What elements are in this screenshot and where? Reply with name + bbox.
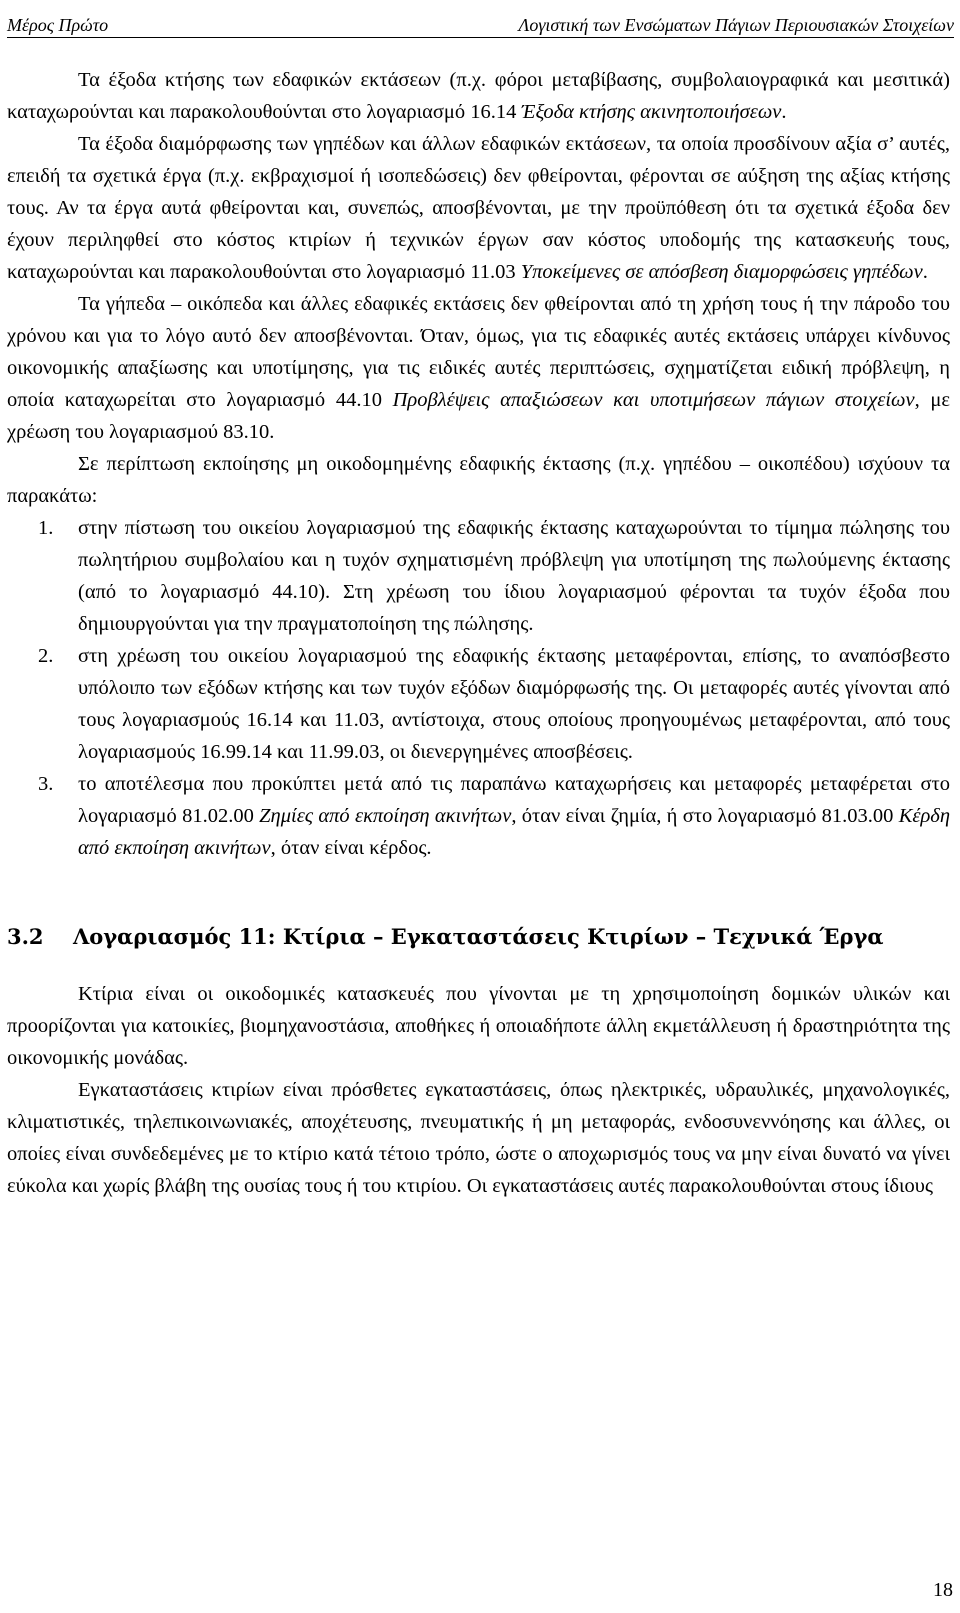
document-body (7, 64, 950, 1202)
list-item-number: 3. (38, 773, 54, 795)
list-item (7, 640, 950, 768)
header-part-title: Μέρος Πρώτο (7, 15, 109, 35)
section-number: 3.2 (7, 924, 44, 949)
paragraph: Τα έξοδα διαμόρφωσης των γηπέδων και άλλων εδαφικών εκτάσεων, τα οποία προσδίνουν αξία σ’ αυτές, επειδή τα σχετικά έργα (π.χ. εκβραχισμοί ή ισοπεδώσεις) δεν φθείρονται, φέρονται σε αύξηση της αξίας κτήσης τους. Αν τα έργα αυτά φθείρονται και, συνεπώς, αποσβένονται, με την προϋπόθεση ότι τα σχετικά έξοδα δεν έχουν περιληφθεί στο κόστος κτιρίων ή τεχνικών έργων σαν κόστος υποδομής της κατασκευής τους, καταχωρούνται και παρακολουθούνται στο λογαριασμό 11.03 Υποκείμενες σε απόσβεση διαμορφώσεις γηπέδων. (7, 133, 950, 283)
header-chapter-title: Λογιστική των Ενσώματων Πάγιων Περιουσιακών Στοιχείων (518, 15, 954, 35)
list-item (7, 512, 950, 640)
section-title: Λογαριασμός 11: Κτίρια – Εγκαταστάσεις Κτιρίων – Τεχνικά Έργα (73, 924, 884, 949)
paragraph: Εγκαταστάσεις κτιρίων είναι πρόσθετες εγκαταστάσεις, όπως ηλεκτρικές, υδραυλικές, μηχανολογικές, κλιματιστικές, τηλεπικοινωνιακές, αποχέτευσης, πνευματικής ή μη μεταφοράς, ενδοσυνεννόησης και άλλες, οι οποίες είναι συνδεδεμένες με το κτίριο κατά τέτοιο τρόπο, ώστε ο αποχωρισμός τους να μην είναι δυνατό να γίνει εύκολα και χωρίς βλάβη της ουσίας τους ή του κτιρίου. Οι εγκαταστάσεις αυτές παρακολουθούνται στους ίδιους (7, 1079, 950, 1197)
paragraph: Σε περίπτωση εκποίησης μη οικοδομημένης εδαφικής έκτασης (π.χ. γηπέδου – οικοπέδου) ισχύουν τα παρακάτω: (7, 453, 950, 507)
list-item-number: 1. (38, 517, 54, 539)
page-header (7, 14, 954, 38)
list-item-text: στην πίστωση του οικείου λογαριασμού της εδαφικής έκτασης καταχωρούνται το τίμημα πώλησης του πωλητήριου συμβολαίου και η τυχόν σχηματισμένη πρόβλεψη για υποτίμηση της πωλούμενης έκτασης (από το λογαριασμό 44.10). Στη χρέωση του ίδιου λογαριασμού φέρονται τα τυχόν έξοδα που δημιουργούνται για την πραγματοποίηση της πώλησης. (78, 517, 950, 635)
list-item-text: το αποτέλεσμα που προκύπτει μετά από τις παραπάνω καταχωρήσεις και μεταφορές μεταφέρεται στο λογαριασμό 81.02.00 Ζημίες από εκποίηση ακινήτων, όταν είναι ζημία, ή στο λογαριασμό 81.03.00 Κέρδη από εκποίηση ακινήτων, όταν είναι κέρδος. (78, 773, 950, 859)
list-item-text: στη χρέωση του οικείου λογαριασμού της εδαφικής έκτασης μεταφέρονται, επίσης, το αναπόσβεστο υπόλοιπο των εξόδων κτήσης και των τυχόν εξόδων διαμόρφωσής της. Οι μεταφορές αυτές γίνονται από τους λογαριασμούς 16.14 και 11.03, αντίστοιχα, στους οποίους προηγουμένως μεταφέρονται, από τους λογαριασμούς 16.99.14 και 11.99.03, οι διενεργημένες αποσβέσεις. (78, 645, 950, 763)
paragraph: Τα γήπεδα – οικόπεδα και άλλες εδαφικές εκτάσεις δεν φθείρονται από τη χρήση τους ή την πάροδο του χρόνου και για το λόγο αυτό δεν αποσβένονται. Όταν, όμως, για τις εδαφικές αυτές εκτάσεις υπάρχει κίνδυνος οικονομικής απαξίωσης και υποτίμησης, για τις ειδικές αυτές περιπτώσεις, σχηματίζεται ειδική πρόβλεψη, η οποία καταχωρείται στο λογαριασμό 44.10 Προβλέψεις απαξιώσεων και υποτιμήσεων πάγιων στοιχείων, με χρέωση του λογαριασμού 83.10. (7, 293, 950, 443)
numbered-list (7, 512, 950, 864)
paragraph: Κτίρια είναι οι οικοδομικές κατασκευές που γίνονται με τη χρησιμοποίηση δομικών υλικών και προορίζονται για κατοικίες, βιομηχανοστάσια, αποθήκες ή οποιαδήποτε άλλη εκμετάλλευση ή δραστηριότητα της οικονομικής μονάδας. (7, 983, 950, 1069)
list-item-number: 2. (38, 645, 54, 667)
paragraph: Τα έξοδα κτήσης των εδαφικών εκτάσεων (π.χ. φόροι μεταβίβασης, συμβολαιογραφικά και μεσιτικά) καταχωρούνται και παρακολουθούνται στο λογαριασμό 16.14 Έξοδα κτήσης ακινητοποιήσεων. (7, 69, 950, 123)
section-heading (7, 922, 950, 952)
page-number: 18 (933, 1579, 953, 1601)
list-item (7, 768, 950, 864)
